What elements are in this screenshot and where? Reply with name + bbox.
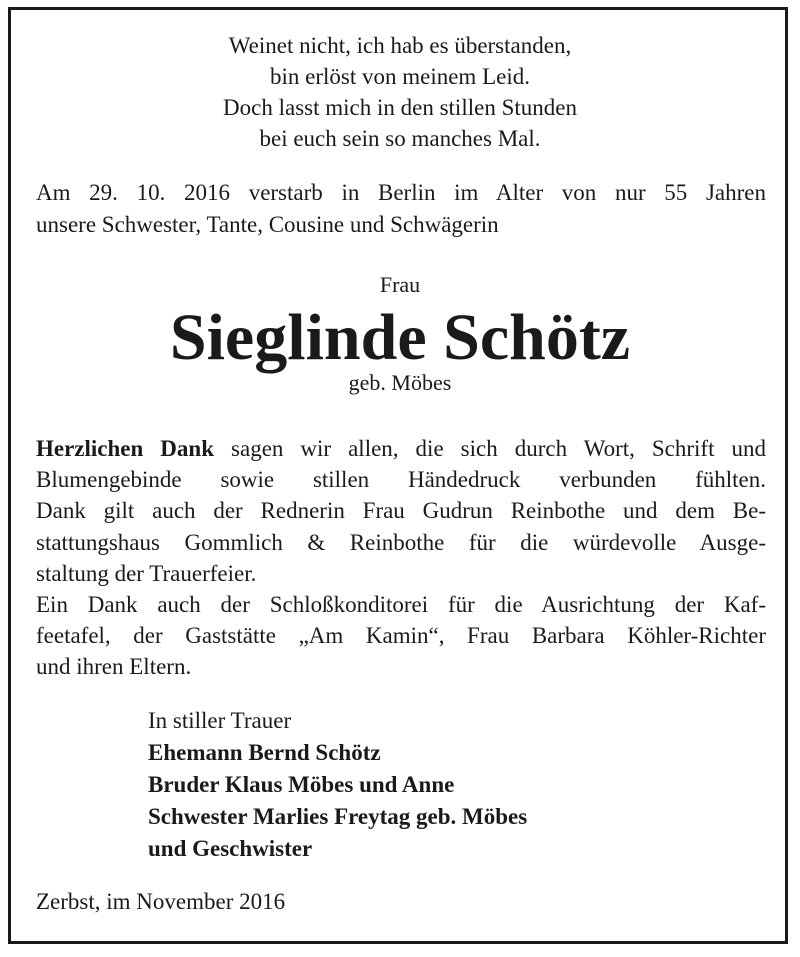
salutation: Frau (379, 272, 421, 297)
death-announcement (36, 177, 766, 241)
mourner-name: Bruder Klaus Möbes und Anne (148, 772, 455, 797)
poem-line: Doch lasst mich in den stillen Stunden (223, 95, 577, 120)
mourners-heading: In stiller Trauer (148, 708, 292, 733)
maiden-name: geb. Möbes (348, 370, 452, 395)
thanks-paragraph (36, 433, 766, 683)
thanks-line: stattungshaus Gommlich & Reinbothe für die würdevolle Ausge- (36, 529, 766, 555)
announcement-line: unsere Schwester, Tante, Cousine und Schwägerin (36, 212, 499, 237)
poem-line: bin erlöst von meinem Leid. (270, 64, 530, 89)
poem (0, 30, 800, 154)
thanks-line: und ihren Eltern. (36, 654, 192, 680)
thanks-line: feetafel, der Gaststätte „Am Kamin“, Frau Barbara Köhler-Richter (36, 623, 766, 649)
thanks-lead: Herzlichen Dank (36, 436, 215, 461)
mourner-name: und Geschwister (148, 836, 313, 861)
thanks-lead-rest: sagen wir allen, die sich durch Wort, Schrift und (214, 436, 766, 461)
thanks-line: Blumengebinde sowie stillen Händedruck verbunden fühlten. (36, 467, 766, 493)
place-date: Zerbst, im November 2016 (36, 889, 286, 914)
announcement-line: Am 29. 10. 2016 verstarb in Berlin im Alter von nur 55 Jahren (36, 180, 766, 205)
mourner-name: Schwester Marlies Freytag geb. Möbes (148, 804, 528, 829)
mourner-name: Ehemann Bernd Schötz (148, 740, 381, 765)
poem-line: Weinet nicht, ich hab es überstanden, (228, 33, 572, 58)
deceased-name: Sieglinde Schötz (169, 301, 631, 374)
thanks-line: Ein Dank auch der Schloßkonditorei für die Ausrichtung der Kaf- (36, 592, 766, 618)
thanks-line: Dank gilt auch der Rednerin Frau Gudrun Reinbothe und dem Be- (36, 498, 766, 524)
thanks-line: staltung der Trauerfeier. (36, 560, 257, 586)
poem-line: bei euch sein so manches Mal. (259, 126, 541, 151)
mourners-block (148, 705, 527, 865)
thanks-line (36, 433, 766, 464)
